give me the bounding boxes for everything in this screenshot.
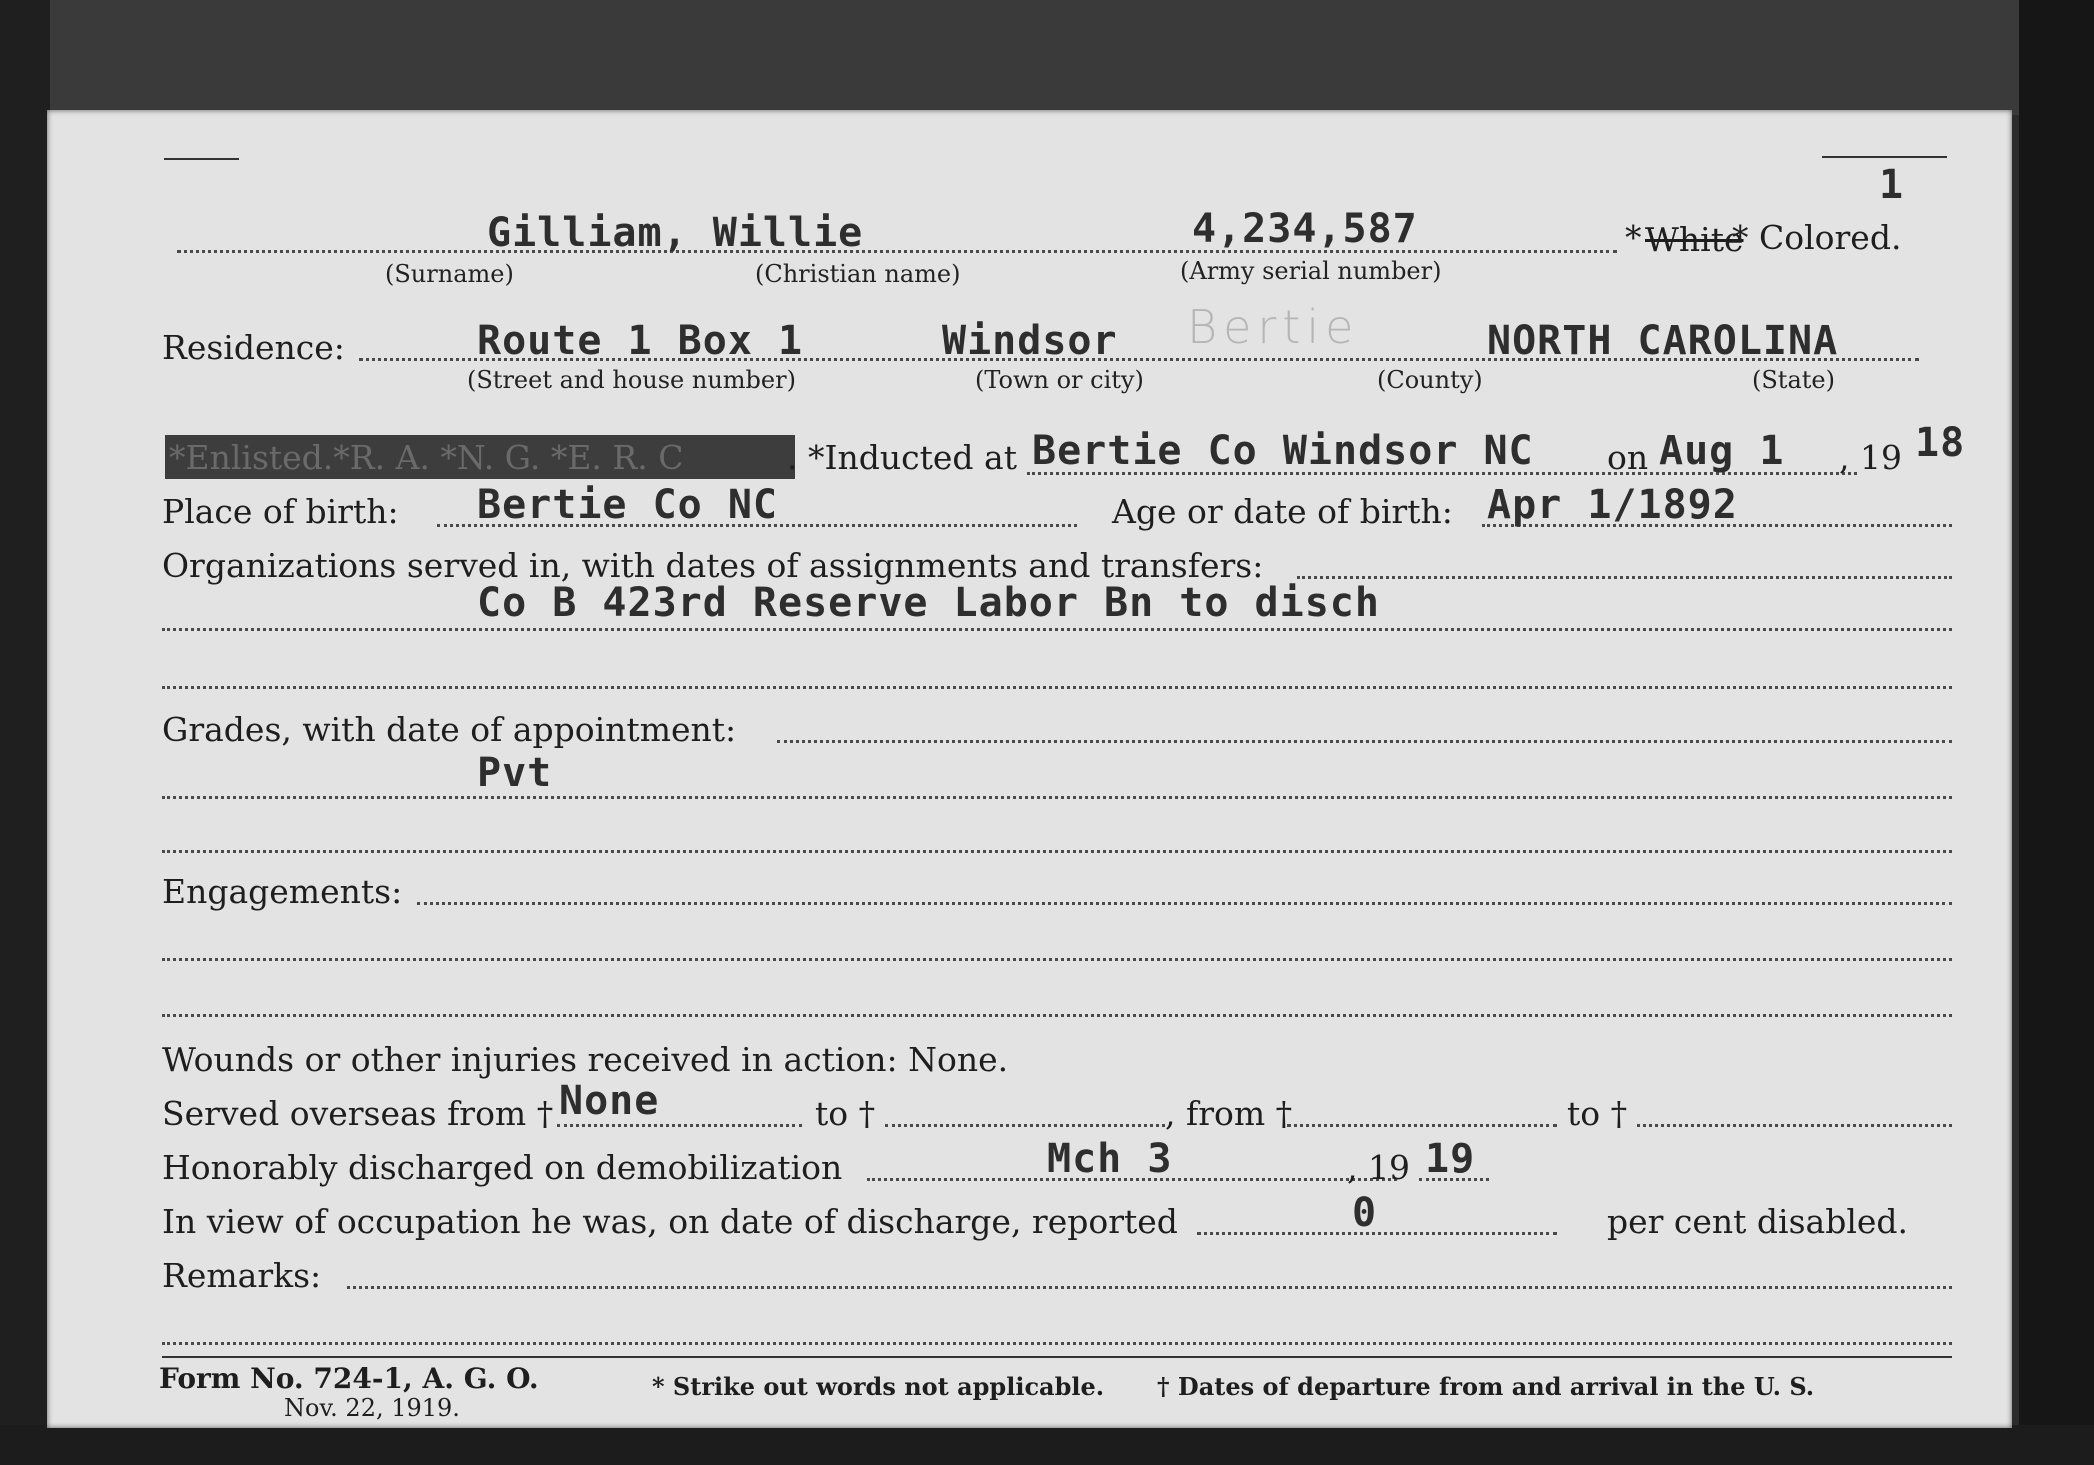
disabled-value: 0 [1352,1190,1378,1236]
age-label: Age or date of birth: [1112,492,1453,531]
county-handwritten: Bertie [1187,300,1360,354]
discharge-year: 19 [1425,1136,1476,1182]
disabled-label: per cent disabled. [1607,1202,1909,1241]
race-colored: * Colored. [1732,218,1902,257]
scanner-background-top [0,0,2094,115]
inducted-year-prefix: , 19 [1839,438,1902,477]
inducted-date: Aug 1 [1659,428,1785,474]
overseas-from2-line [1287,1124,1557,1127]
scanner-background-right [2019,0,2094,1465]
top-right-rule [1822,156,1947,158]
town-caption: (Town or city) [975,366,1144,394]
overseas-to-label: to † [815,1094,876,1133]
footer-rule [162,1356,1952,1358]
remarks-line-1 [347,1286,1952,1289]
surname-caption: (Surname) [385,260,514,288]
county-caption: (County) [1377,366,1483,394]
engagements-line-3 [162,1014,1952,1017]
overseas-from-value: None [559,1078,660,1124]
state: NORTH CAROLINA [1487,318,1839,364]
place-of-birth-label: Place of birth: [162,492,399,531]
overseas-to-line [885,1124,1165,1127]
street-address: Route 1 Box 1 [477,318,804,364]
organizations-line-1 [1297,576,1952,579]
footnote-dates: † Dates of departure from and arrival in the U. S. [1157,1372,1815,1401]
inducted-year: 18 [1915,420,1966,466]
date-of-birth: Apr 1/1892 [1487,482,1738,528]
form-number: Form No. 724-1, A. G. O. [159,1362,539,1395]
top-left-rule [164,158,239,160]
overseas-to2-label: to † [1567,1094,1628,1133]
inducted-label: . *Inducted at [787,438,1017,477]
state-caption: (State) [1752,366,1835,394]
overseas-from-line [557,1124,802,1127]
grade-value: Pvt [477,750,553,796]
scanner-background-bottom [0,1425,2094,1465]
christian-name-caption: (Christian name) [755,260,961,288]
footnote-strike-out: * Strike out words not applicable. [652,1372,1105,1401]
scanner-background-left [0,0,50,1465]
residence-label: Residence: [162,328,345,367]
service-record-card [47,110,2012,1428]
form-date: Nov. 22, 1919. [284,1394,460,1422]
remarks-line-2 [162,1342,1952,1345]
overseas-to2-line [1637,1124,1952,1127]
grades-line-2 [162,796,1952,799]
remarks-label: Remarks: [162,1256,322,1295]
place-of-birth: Bertie Co NC [477,482,778,528]
overseas-label: Served overseas from † [162,1094,554,1133]
engagements-line-2 [162,958,1952,961]
organizations-line-3 [162,686,1952,689]
overseas-from-label: , from † [1165,1094,1293,1133]
race-white-struck: White [1645,220,1744,259]
army-serial-number: 4,234,587 [1192,206,1418,252]
street-caption: (Street and house number) [467,366,796,394]
organizations-value: Co B 423rd Reserve Labor Bn to disch [477,580,1380,626]
inducted-place: Bertie Co Windsor NC [1032,428,1534,474]
surname-christian-name: Gilliam, Willie [487,210,864,256]
grades-line-1 [777,740,1952,743]
discharge-year-prefix: , 19 [1347,1148,1410,1187]
serial-caption: (Army serial number) [1180,257,1442,285]
discharge-label: Honorably discharged on demobilization [162,1148,843,1187]
organizations-line-2 [162,628,1952,631]
card-number: 1 [1879,162,1905,208]
grades-label: Grades, with date of appointment: [162,710,737,749]
wounds-label: Wounds or other injuries received in action: None. [162,1040,1009,1079]
town: Windsor [942,318,1118,364]
grades-line-3 [162,850,1952,853]
organizations-label: Organizations served in, with dates of assignments and transfers: [162,546,1264,585]
enlisted-struck: *Enlisted.*R. A. *N. G. *E. R. C [169,438,684,477]
race-star: * [1625,218,1642,257]
occupation-label: In view of occupation he was, on date of discharge, reported [162,1202,1178,1241]
engagements-line-1 [417,902,1952,905]
discharge-date: Mch 3 [1047,1136,1173,1182]
engagements-label: Engagements: [162,872,403,911]
on-label: on [1607,438,1649,477]
